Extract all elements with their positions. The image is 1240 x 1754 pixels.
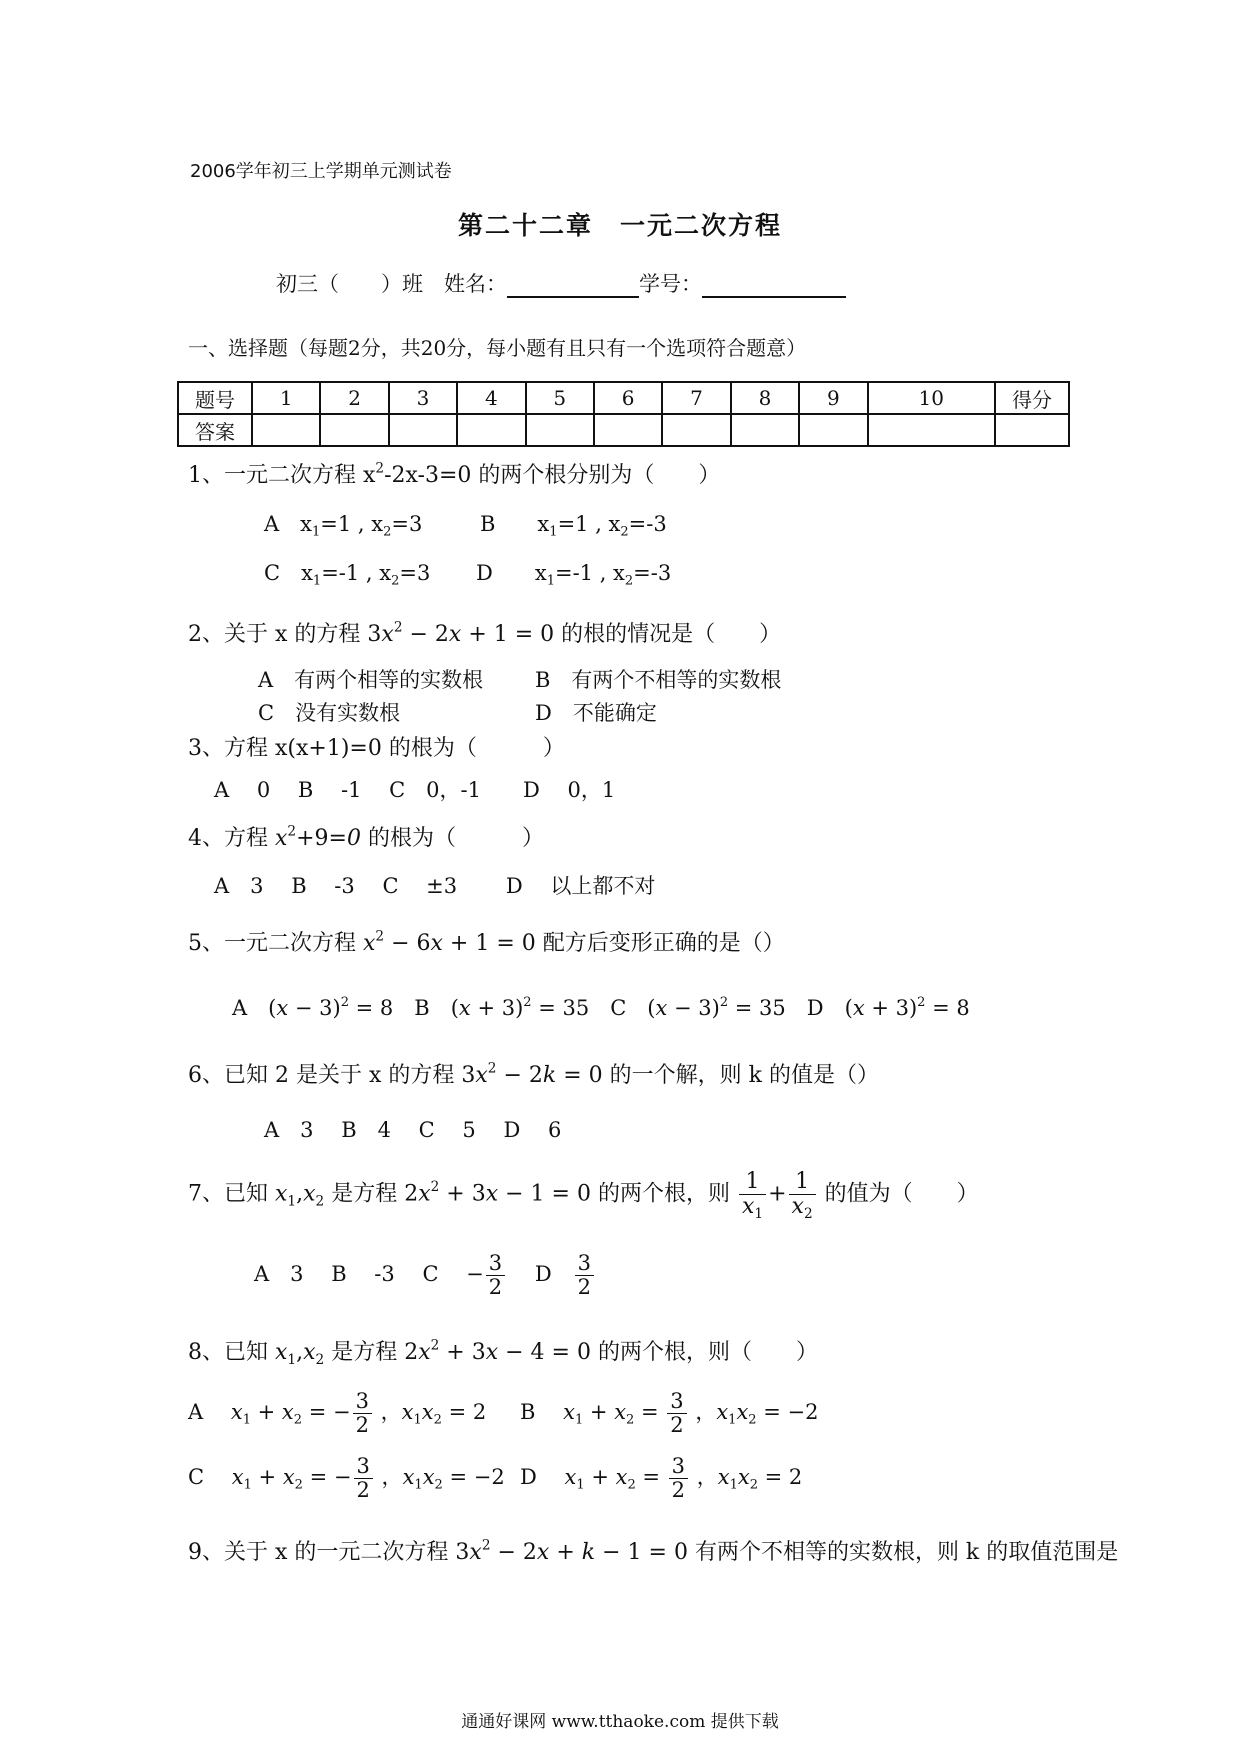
- answer-cell[interactable]: [389, 414, 457, 446]
- answer-cell[interactable]: [252, 414, 320, 446]
- exam-header: 2006学年初三上学期单元测试卷: [190, 161, 452, 182]
- section-heading: 一、选择题（每题2分，共20分，每小题有且只有一个选项符合题意）: [188, 336, 807, 360]
- q2-option-c: C 没有实数根: [258, 701, 401, 725]
- q2-option-d: D 不能确定: [535, 701, 657, 725]
- q8-option-a: A $x_1 + x_2$ = − $\frac{3}{2}$ ，$x_1x_2 = 2$: [188, 1389, 487, 1438]
- table-cell: 答案: [178, 414, 252, 446]
- table-cell: 1: [252, 382, 320, 414]
- table-cell: 7: [662, 382, 730, 414]
- answer-table-header-row: [178, 382, 1069, 414]
- answer-cell[interactable]: [799, 414, 867, 446]
- q1-option-c: C $x_1=-1$ , $x_2=3$: [264, 561, 431, 589]
- name-blank: [507, 274, 639, 298]
- question-8: 8、已知 $x_1,x_2$ 是方程 $2x^2 + 3x - 4 = 0$ 的两个根，则（ ）: [188, 1337, 818, 1368]
- q8-option-c: C $x_1 + x_2$ = − $\frac{3}{2}$ ，$x_1x_2 = -2$: [188, 1454, 505, 1503]
- table-cell: 得分: [995, 382, 1069, 414]
- footer: 通通好课网 www.tthaoke.com 提供下载: [461, 1712, 779, 1732]
- answer-cell[interactable]: [320, 414, 388, 446]
- table-cell: 9: [799, 382, 867, 414]
- q6-options: A 3 B 4 C 5 D 6: [264, 1118, 562, 1142]
- question-7: 7、已知 $x_1,x_2$ 是方程 $2x^2 + 3x - 1 = 0$ 的两个根，则 $\frac{1}{x_1}$ + $\frac{1}{x_2}$ 的值为（ ）: [188, 1169, 979, 1222]
- q1-option-d: D $x_1=-1$ , $x_2=-3$: [476, 561, 672, 589]
- answer-table: [177, 381, 1070, 447]
- table-cell: 2: [320, 382, 388, 414]
- q2-option-a: A 有两个相等的实数根: [258, 668, 484, 692]
- table-cell: 5: [526, 382, 594, 414]
- table-cell: 题号: [178, 382, 252, 414]
- answer-cell[interactable]: [526, 414, 594, 446]
- question-5: 5、一元二次方程 $x^2 - 6x + 1 = 0$ 配方后变形正确的是（）: [188, 928, 785, 956]
- question-1: 1、一元二次方程 $x^2-2x-3=0$ 的两个根分别为（ ）: [188, 460, 721, 488]
- q3-options: A 0 B -1 C 0，-1 D 0，1: [214, 778, 616, 802]
- question-2: 2、关于 x 的方程 $3x^2 - 2x + 1 = 0$ 的根的情况是（ ）: [188, 619, 782, 647]
- class-label: 初三（ ）班 姓名：: [276, 272, 507, 296]
- answer-cell[interactable]: [731, 414, 799, 446]
- q4-options: A 3 B -3 C ±3 D 以上都不对: [214, 874, 656, 898]
- q7-options: A 3 B -3 C − $\frac{3}{2}$ D $\frac{3}{2}$: [254, 1252, 596, 1299]
- score-cell[interactable]: [995, 414, 1069, 446]
- answer-table-answer-row: [178, 414, 1069, 446]
- number-blank: [702, 274, 846, 298]
- fraction: $\frac{1}{x_2}$: [789, 1170, 816, 1219]
- q8-option-d: D $x_1 + x_2$ = $\frac{3}{2}$ ，$x_1x_2 = 2$: [520, 1454, 803, 1503]
- question-6: 6、已知 2 是关于 x 的方程 $3x^2 - 2k = 0$ 的一个解，则 k 的值是（）: [188, 1060, 879, 1088]
- table-cell: 3: [389, 382, 457, 414]
- q8-option-b: B $x_1 + x_2$ = $\frac{3}{2}$ ，$x_1x_2 = -2$: [520, 1389, 819, 1438]
- question-4: 4、方程 $x^2+9=0$ 的根为（ ）: [188, 823, 544, 851]
- q2-option-b: B 有两个不相等的实数根: [535, 668, 782, 692]
- answer-cell[interactable]: [662, 414, 730, 446]
- question-9: 9、关于 x 的一元二次方程 $3x^2 - 2x + k - 1 = 0$ 有两个不相等的实数根，则 k 的取值范围是: [188, 1537, 1119, 1565]
- answer-cell[interactable]: [457, 414, 525, 446]
- fraction: $\frac{1}{x_1}$: [739, 1170, 766, 1219]
- question-3: 3、方程 x(x+1)=0 的根为（ ）: [188, 736, 565, 761]
- table-cell: 8: [731, 382, 799, 414]
- answer-cell[interactable]: [868, 414, 995, 446]
- student-info: [276, 268, 846, 298]
- q1-option-b: B $x_1=1$ , $x_2=-3$: [480, 512, 667, 540]
- answer-cell[interactable]: [594, 414, 662, 446]
- q1-option-a: A $x_1=1$ , $x_2=3$: [264, 512, 423, 540]
- page-title: 第二十二章 一元二次方程: [457, 211, 782, 240]
- table-cell: 6: [594, 382, 662, 414]
- q5-options: A $(x - 3)^2 = 8$ B $(x + 3)^2 = 35$ C $(x - 3)^2 = 35$ D $(x + 3)^2 = 8$: [232, 994, 970, 1020]
- table-cell: 10: [868, 382, 995, 414]
- table-cell: 4: [457, 382, 525, 414]
- number-label: 学号：: [639, 272, 702, 296]
